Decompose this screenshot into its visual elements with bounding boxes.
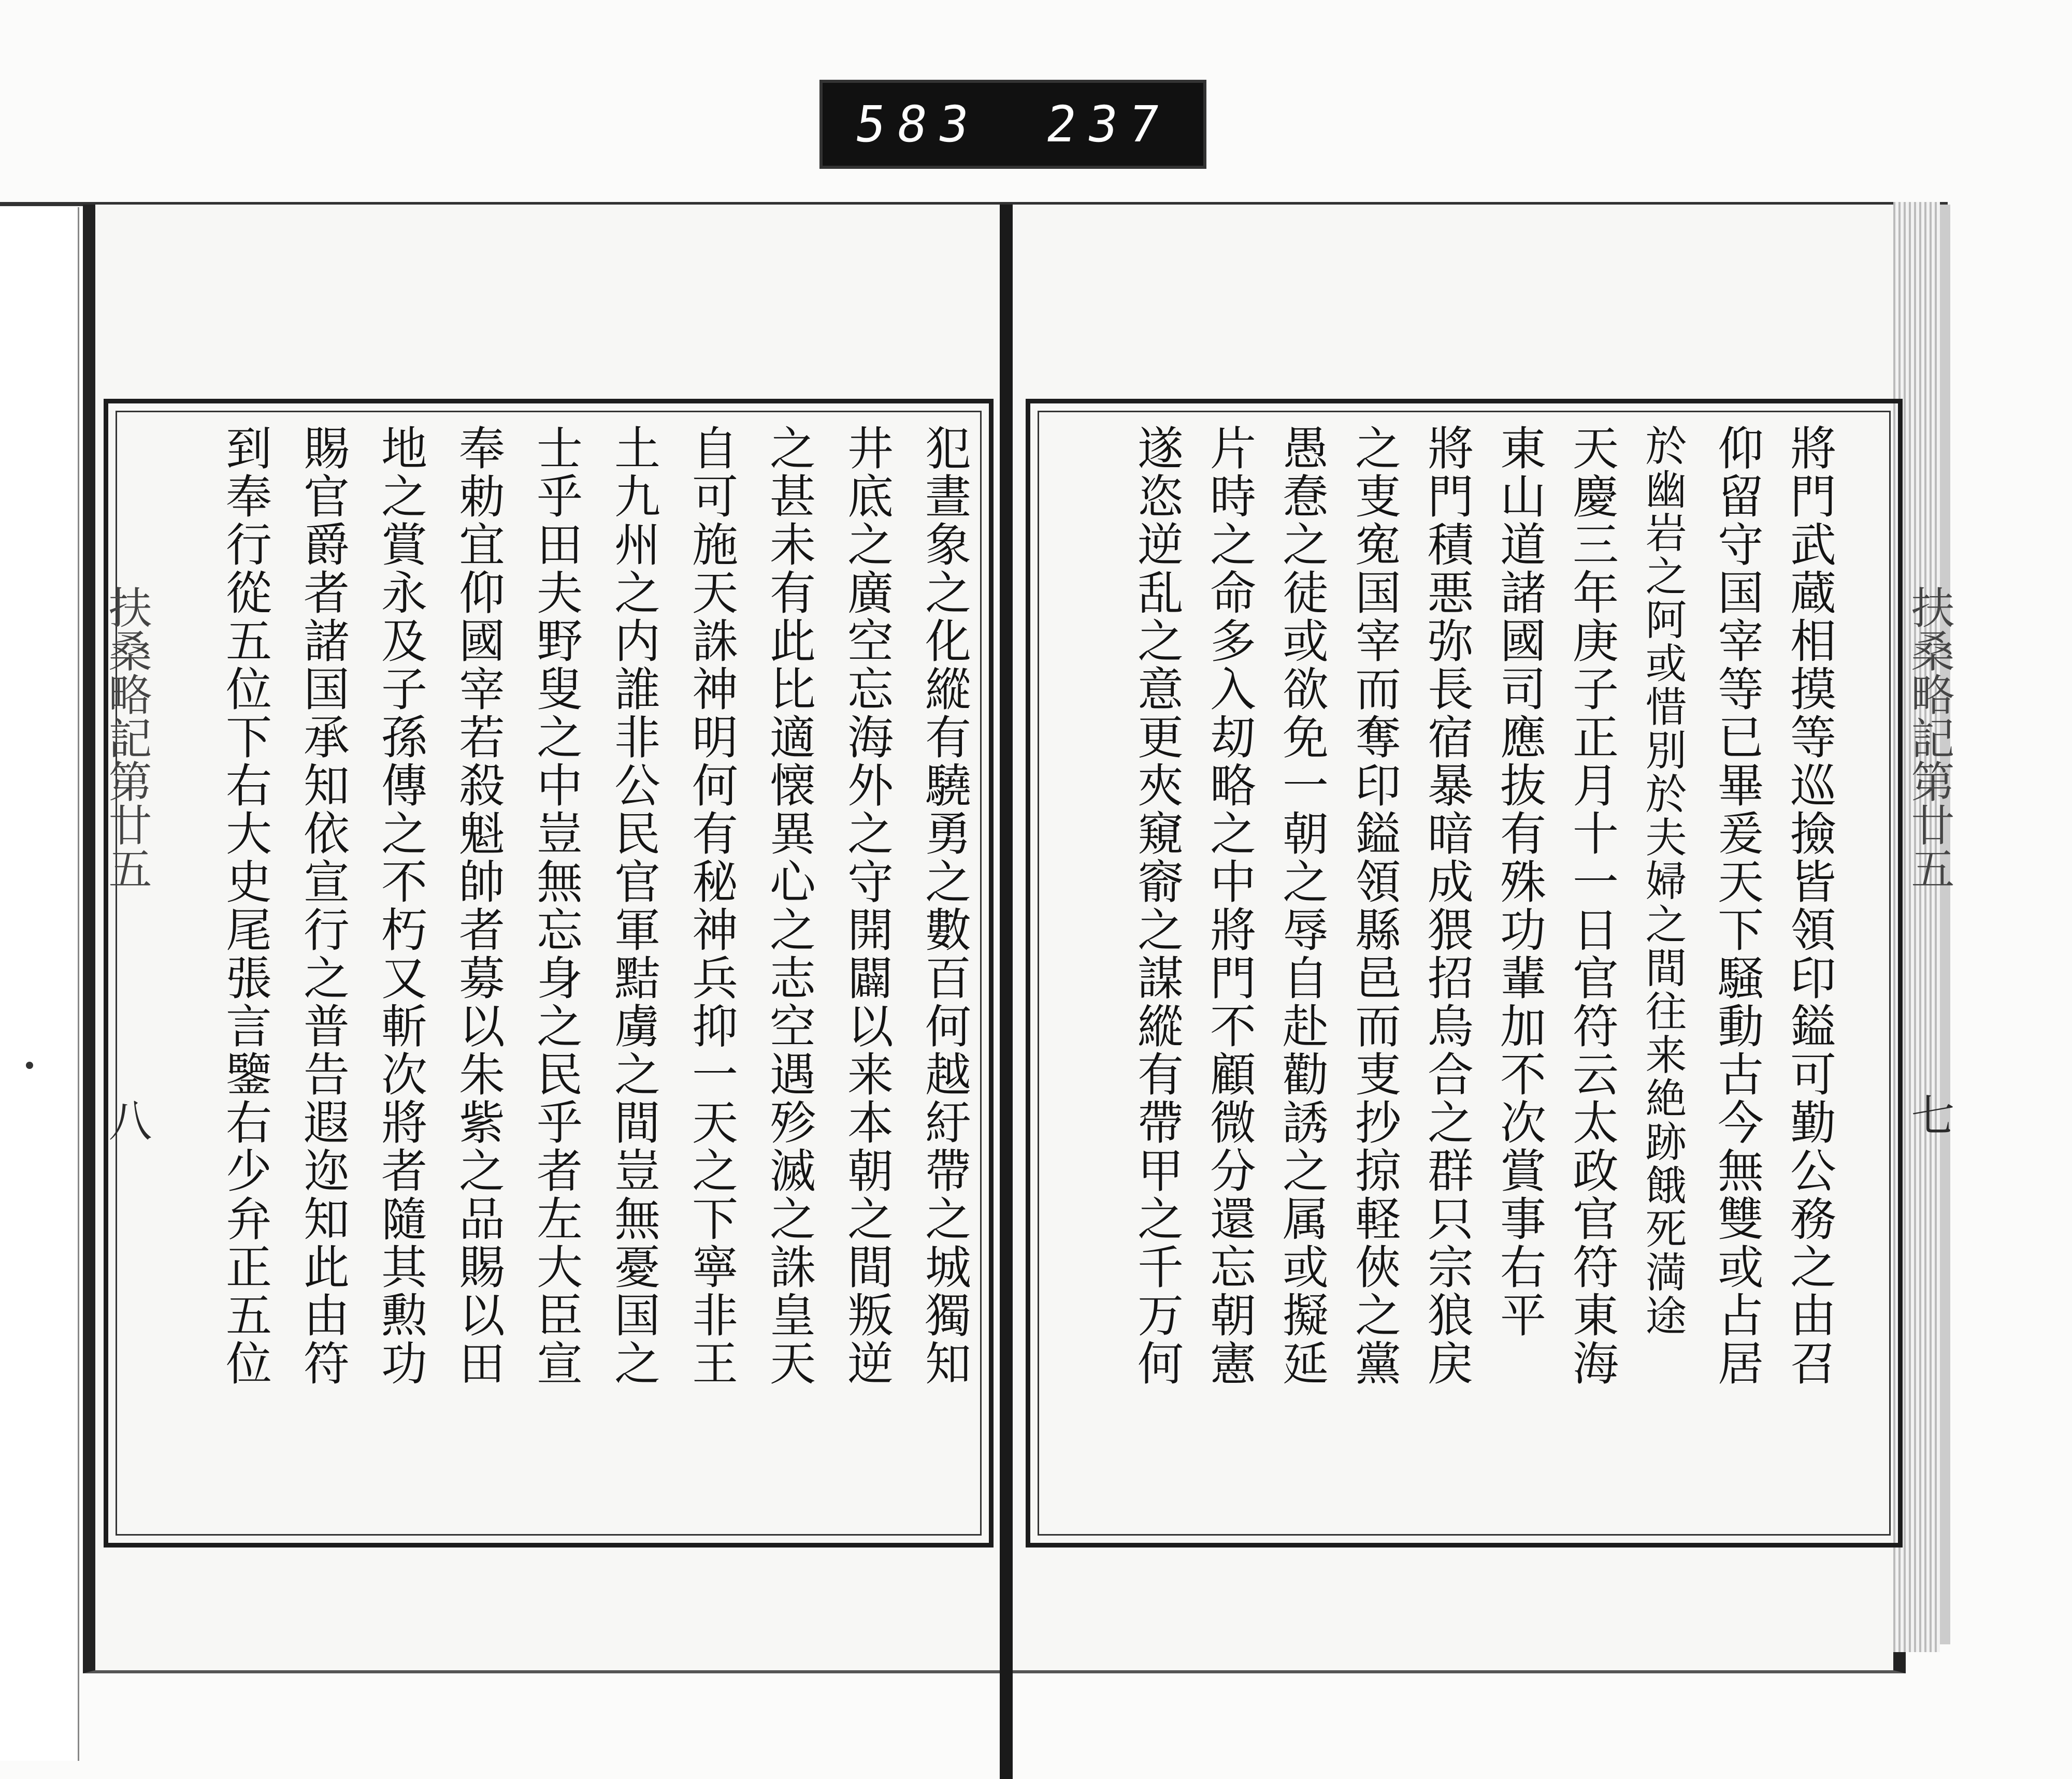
left-column-1: 犯晝象之化縱有驍勇之數百何越紆帶之城獨知 (918, 424, 972, 1387)
right-column-5: 東山道諸國司應抜有殊功輩加不次賞事右平 (1493, 424, 1547, 1339)
right-column-1: 將門武蔵相摸等巡撿皆領印鎰可勤公務之由召 (1783, 424, 1837, 1387)
film-reel-tag (823, 83, 1203, 166)
book-spine (1000, 205, 1013, 1779)
right-column-9: 片時之命多入刧略之中將門不顧微分還忘朝憲 (1203, 424, 1257, 1387)
right-column-2: 仰留守国宰等已畢爰天下騒動古今無雙或占居 (1710, 424, 1764, 1387)
left-page-number: 八 (102, 1098, 152, 1141)
left-column-4: 自可施天誅神明何有秘神兵抑一天之下寧非王 (685, 424, 739, 1387)
ink-blot (26, 1062, 33, 1069)
right-text-frame (1026, 399, 1903, 1547)
film-reel-number: 583 (852, 95, 984, 153)
left-column-10: 到奉行從五位下右大史尾張言鑒右少弁正五位 (219, 424, 272, 1387)
left-column-3: 之甚未有此比適懐異心之志空遇殄滅之誅皇天 (762, 424, 816, 1387)
page-shadow (1940, 205, 1950, 1644)
left-column-7: 奉勅宜仰國宰若殺魁帥者募以朱紫之品賜以田 (452, 424, 506, 1387)
right-column-4: 天慶三年庚子正月十一日官符云太政官符東海 (1565, 424, 1619, 1387)
right-column-7: 之叓寃国宰而奪印鎰領縣邑而叓抄掠軽俠之黨 (1348, 424, 1402, 1387)
left-column-2: 井底之廣空忘海外之守開闢以来本朝之間叛逆 (840, 424, 894, 1387)
film-frame-number: 237 (1042, 95, 1174, 153)
adjacent-page-edge (0, 207, 79, 1761)
right-marginal-title: 扶桑略記第廿五 (1904, 585, 1955, 890)
left-column-9: 賜官爵者諸国承知依宣行之普告遐迩知此由符 (296, 424, 350, 1387)
left-text-frame (104, 399, 994, 1547)
right-column-6: 將門積悪弥長宿暴暗成猥招烏合之群只宗狼戻 (1420, 424, 1474, 1387)
left-column-5: 土九州之内誰非公民官軍黠虜之間豈無憂国之 (607, 424, 661, 1387)
left-marginal-title: 扶桑略記第廿五 (102, 585, 152, 890)
right-column-10: 遂恣逆乱之意更夾窺窬之謀縱有帶甲之千万何 (1130, 424, 1184, 1387)
left-column-8: 地之賞永及子孫傳之不朽又斬次將者隨其勲功 (374, 424, 428, 1387)
left-column-6: 士乎田夫野叟之中豈無忘身之民乎者左大臣宣 (529, 424, 583, 1387)
right-page-number: 七 (1904, 1093, 1955, 1136)
right-column-3: 於幽岩之阿或惜別於夫婦之間往来絶跡餓死満途 (1638, 424, 1687, 1338)
right-column-8: 愚惷之徒或欲免一朝之辱自赴勸誘之属或擬延 (1275, 424, 1329, 1387)
